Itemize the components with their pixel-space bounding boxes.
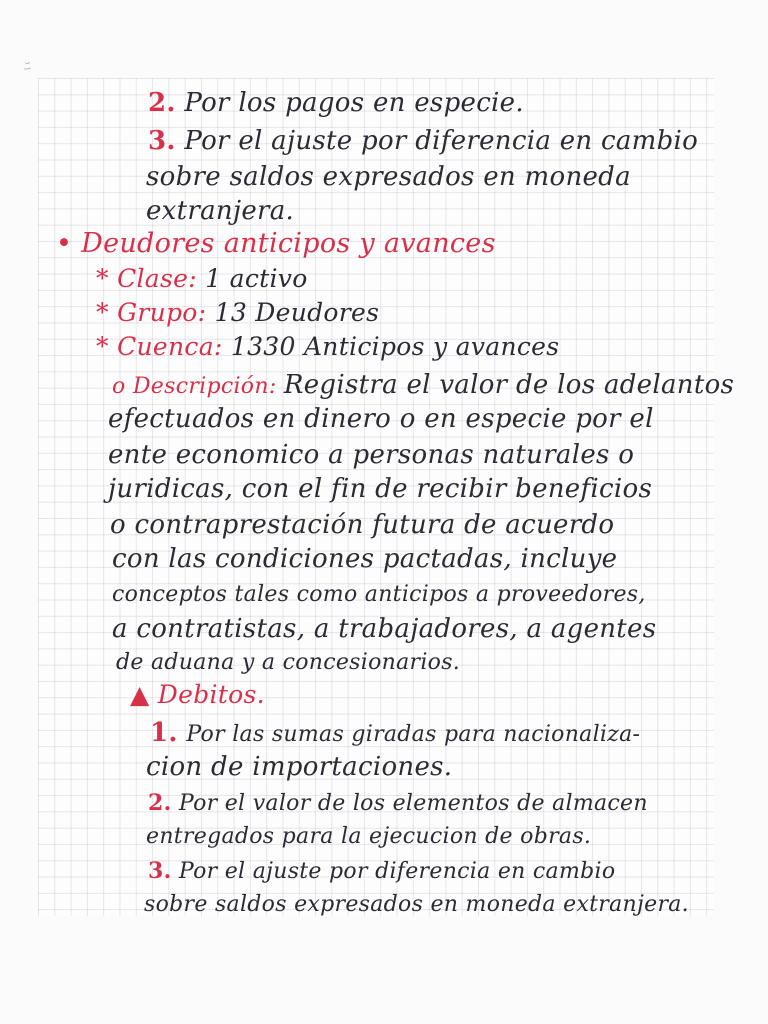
asterisk-icon: * xyxy=(96,332,109,361)
debito-item-3-cont: sobre saldos expresados en moneda extranjera. xyxy=(144,892,689,917)
section-title: • Deudores anticipos y avances xyxy=(56,228,496,259)
triangle-bullet-icon: ▲ xyxy=(130,680,150,709)
descripcion-line-4: juridicas, con el fin de recibir beneficios xyxy=(108,474,653,504)
bullet-dot-icon: • xyxy=(56,228,73,259)
debito-item-3: 3. Por el ajuste por diferencia en cambio xyxy=(148,858,616,884)
circle-bullet-icon: o xyxy=(112,374,126,399)
credit-item-2: 2. Por los pagos en especie. xyxy=(148,88,524,118)
descripcion-line-8: a contratistas, a trabajadores, a agentes xyxy=(112,614,657,644)
credit-item-3: 3. Por el ajuste por diferencia en cambio xyxy=(148,126,699,156)
descripcion-line-3: ente economico a personas naturales o xyxy=(108,440,635,470)
clase-row: * Clase: 1 activo xyxy=(96,264,308,293)
descripcion-line-6: con las condiciones pactadas, incluye xyxy=(112,544,618,574)
debito-item-2: 2. Por el valor de los elementos de almacen xyxy=(148,790,648,816)
grupo-row: * Grupo: 13 Deudores xyxy=(96,298,380,327)
credit-item-3-cont2: extranjera. xyxy=(146,196,295,226)
debitos-heading: ▲ Debitos. xyxy=(130,680,265,709)
descripcion-line-5: o contraprestación futura de acuerdo xyxy=(110,510,615,540)
descripcion-line-2: efectuados en dinero o en especie por el xyxy=(108,404,654,434)
descripcion-line-1: o Descripción: Registra el valor de los adelantos xyxy=(112,370,735,400)
debito-item-1: 1. Por las sumas giradas para nacionaliza- xyxy=(150,718,641,748)
credit-item-3-cont: sobre saldos expresados en moneda xyxy=(146,162,631,192)
asterisk-icon: * xyxy=(96,264,109,293)
descripcion-line-9: de aduana y a concesionarios. xyxy=(116,650,461,675)
debito-item-2-cont: entregados para la ejecucion de obras. xyxy=(146,824,592,849)
paper-speck: ﾆ xyxy=(24,59,31,75)
debito-item-1-cont: cion de importaciones. xyxy=(146,752,453,782)
cuenta-row: * Cuenca: 1330 Anticipos y avances xyxy=(96,332,560,361)
asterisk-icon: * xyxy=(96,298,109,327)
descripcion-line-7: conceptos tales como anticipos a proveedores, xyxy=(112,582,646,607)
